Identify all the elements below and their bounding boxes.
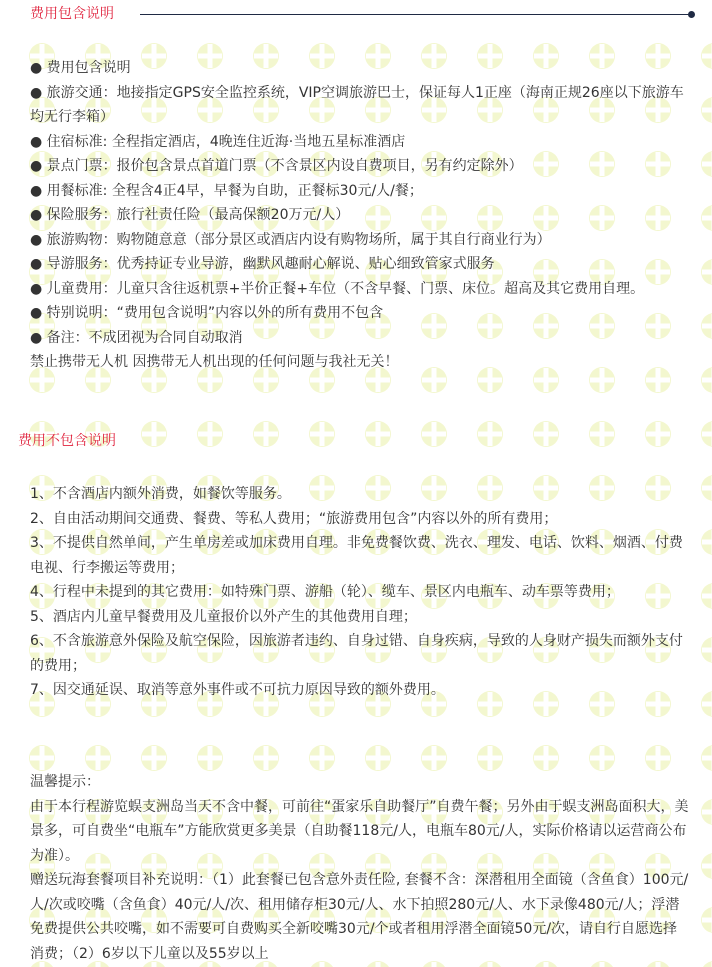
section-header: [0, 0, 712, 30]
included-item: ● 备注：不成团视为合同自动取消: [30, 329, 243, 346]
header-divider: [140, 14, 690, 15]
excluded-title: 费用不包含说明: [18, 433, 116, 449]
header-dot: [688, 11, 695, 18]
included-item: ● 旅游交通：地接指定GPS安全监控系统，VIP空调旅游巴士，保证每人1正座（海南正规26座以下旅游车均无行李箱）: [30, 84, 684, 125]
included-item: ● 特别说明：“费用包含说明”内容以外的所有费用不包含: [30, 305, 384, 321]
included-list: [30, 56, 690, 375]
tips-section: [30, 770, 690, 966]
included-item: ● 景点门票：报价包含景点首道门票（不含景区内设自费项目，另有约定除外）: [30, 158, 523, 174]
included-item: ● 儿童费用：儿童只含往返机票+半价正餐+车位（不含早餐、门票、床位。超高及其它费用自理。: [30, 280, 645, 297]
tips-title: 温馨提示：: [30, 774, 100, 790]
excluded-item: 5、酒店内儿童早餐费用及儿童报价以外产生的其他费用自理；: [30, 608, 417, 625]
included-item: ● 保险服务：旅行社责任险（最高保额20万元/人）: [30, 207, 350, 223]
excluded-item: 7、因交通延误、取消等意外事件或不可抗力原因导致的额外费用。: [30, 682, 445, 698]
tips-paragraph: 由于本行程游览蜈支洲岛当天不含中餐，可前往“蛋家乐自助餐厅”自费午餐；另外由于蜈支洲岛面积大，美景多，可自费坐“电瓶车”方能欣赏更多美景（自助餐118元/人，电瓶车80元/人，实际价格请以运营商公布为准）。: [30, 798, 689, 864]
excluded-item: 4、行程中未提到的其它费用：如特殊门票、游船（轮）、缆车、景区内电瓶车、动车票等费用；: [30, 584, 620, 600]
included-item: ● 旅游购物：购物随意意（部分景区或酒店内设有购物场所，属于其自行商业行为）: [30, 231, 551, 248]
excluded-item: 1、不含酒店内额外消费，如餐饮等服务。: [30, 486, 291, 502]
excluded-list: [30, 482, 690, 703]
excluded-item: 3、不提供自然单间，产生单房差或加床费用自理。非免费餐饮费、洗衣、理发、电话、饮料、烟酒、付费电视、行李搬运等费用；: [30, 535, 683, 576]
excluded-item: 2、自由活动期间交通费、餐费、等私人费用；“旅游费用包含”内容以外的所有费用；: [30, 510, 558, 527]
included-item: ● 费用包含说明: [30, 60, 131, 76]
included-item: ● 用餐标准: 全程含4正4早，早餐为自助，正餐标30元/人/餐；: [30, 182, 423, 199]
included-item: ● 导游服务：优秀持证专业导游，幽默风趣耐心解说、贴心细致管家式服务: [30, 256, 495, 272]
included-item: ● 住宿标准: 全程指定酒店，4晚连住近海·当地五星标准酒店: [30, 133, 406, 150]
excluded-item: 6、不含旅游意外保险及航空保险，因旅游者违约、自身过错、自身疾病，导致的人身财产损失而额外支付的费用；: [30, 633, 683, 674]
tips-paragraph: 赠送玩海套餐项目补充说明：（1）此套餐已包含意外责任险, 套餐不含：深潜租用全面镜（含鱼食）100元/人/次或咬嘴（含鱼食）40元/人/次、租用储存柜30元/人、水下拍照280元/人、水下录像480元/人；浮潜免费提供公共咬嘴，如不需要可自费购买全新咬嘴30元/个或者租用浮潜全面镜50元/次，请自行自愿选择消费；（2）6岁以下儿童以及55岁以上: [30, 872, 689, 962]
header-title: 费用包含说明: [30, 6, 114, 22]
included-item: 禁止携带无人机 因携带无人机出现的任何问题与我社无关！: [30, 354, 399, 370]
